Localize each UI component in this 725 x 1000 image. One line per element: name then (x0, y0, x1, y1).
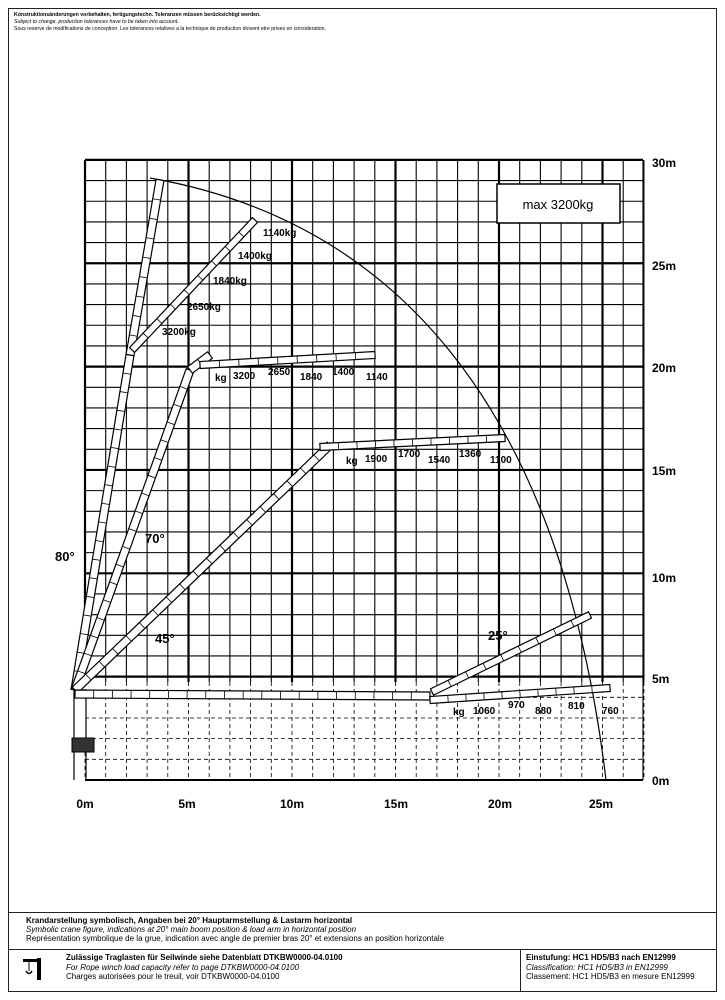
load-0-unit: kg (453, 707, 465, 718)
load-45-1: 1900 (365, 454, 388, 465)
load-70-unit: kg (215, 373, 227, 384)
load-45-2: 1700 (398, 449, 421, 460)
y-tick-25: 25m (652, 259, 677, 273)
x-tick-15: 15m (383, 797, 409, 811)
load-70-4: 1400 (332, 367, 355, 378)
grid-horizontal-lines (85, 160, 643, 780)
crane-booms (71, 179, 610, 703)
load-0-3: 880 (535, 706, 552, 717)
load-0-1: 1060 (473, 706, 496, 717)
load-45-4: 1360 (459, 449, 482, 460)
load-0-4: 810 (568, 701, 585, 712)
footer-divider-mid (8, 949, 717, 950)
loads-45 (346, 449, 512, 467)
footer-class-fr: Classement: HC1 HD5/B3 en mesure EN12999 (526, 972, 695, 981)
load-80-2: 1400kg (238, 251, 272, 262)
footer-note-de: Krandarstellung symbolisch, Angaben bei 20° Hauptarmstellung & Lastarm horizontal (26, 916, 353, 925)
header-line-fr: Sous reserve de modifications de conception. Les tolerances relatives a la technique de production doivent etre prises en consideration. (14, 26, 327, 32)
load-70-1: 3200 (233, 371, 256, 382)
footer-class-de: Einstufung: HC1 HD5/B3 nach EN12999 (526, 953, 676, 962)
x-tick-25: 25m (588, 797, 614, 811)
boom-0-segment (75, 690, 430, 700)
footer-class-en: Classification: HC1 HD5/B3 in EN12999 (526, 963, 668, 972)
y-tick-5: 5m (652, 672, 670, 686)
footer-note-en: Symbolic crane figure, indications at 20° main boom position & load arm in horizontal position (26, 925, 357, 934)
load-80-3: 1840kg (213, 276, 247, 287)
y-axis-labels (652, 156, 676, 788)
x-tick-0: 0m (76, 797, 94, 811)
x-tick-5: 5m (178, 797, 196, 811)
angle-80-label: 80° (55, 549, 75, 564)
angle-70-label: 70° (145, 531, 165, 546)
load-70-3: 1840 (300, 372, 323, 383)
footer-divider-vertical (520, 950, 521, 992)
x-axis-labels (76, 797, 613, 811)
x-tick-20: 20m (487, 797, 513, 811)
footer-divider-top (8, 912, 717, 913)
y-tick-20: 20m (652, 361, 677, 375)
angle-25-label: 25° (488, 628, 508, 643)
load-70-2: 2650 (268, 367, 291, 378)
load-0-2: 970 (508, 700, 525, 711)
footer-winch-de: Zulässige Traglasten für Seilwinde siehe Datenblatt DTKBW0000-04.0100 (66, 953, 343, 962)
load-45-unit: kg (346, 456, 358, 467)
boom-25-arm-segment (430, 612, 591, 695)
footer-note-fr: Représentation symbolique de la grue, indication avec angle de premier bras 20° et extensions an position horizontale (26, 934, 445, 943)
y-tick-15: 15m (652, 464, 677, 478)
boom-80-segment (126, 179, 164, 355)
footer-winch-fr: Charges autorisées pour le treuil, voir DTKBW0000-04.0100 (66, 972, 280, 981)
angle-45-label: 45° (155, 631, 175, 646)
y-tick-30: 30m (652, 156, 677, 170)
load-70-5: 1140 (366, 372, 388, 383)
grid (85, 160, 644, 780)
footer-winch-en: For Rope winch load capacity refer to page DTKBW0000-04.0100 (66, 963, 300, 972)
load-80-4: 2650kg (187, 302, 221, 313)
loads-70 (215, 367, 388, 384)
y-tick-10: 10m (652, 571, 677, 585)
load-80-1: 1140kg (263, 228, 297, 239)
y-tick-0: 0m (652, 774, 670, 788)
load-0-5: 760 (602, 706, 619, 717)
crane-winch-icon (20, 955, 50, 985)
load-45-5: 1100 (490, 455, 512, 466)
load-45-3: 1540 (428, 455, 451, 466)
load-80-5: 3200kg (162, 327, 196, 338)
x-tick-10: 10m (279, 797, 305, 811)
header-line-de: Konstruktionsänderungen vorbehalten, fertigungstechn. Toleranzen müssen berücksichtigt werden. (14, 12, 261, 18)
max-load-label: max 3200kg (522, 197, 594, 212)
header-line-en: Subject to change, production tolerances have to be taken into account. (14, 19, 179, 25)
crane-base (72, 690, 94, 780)
